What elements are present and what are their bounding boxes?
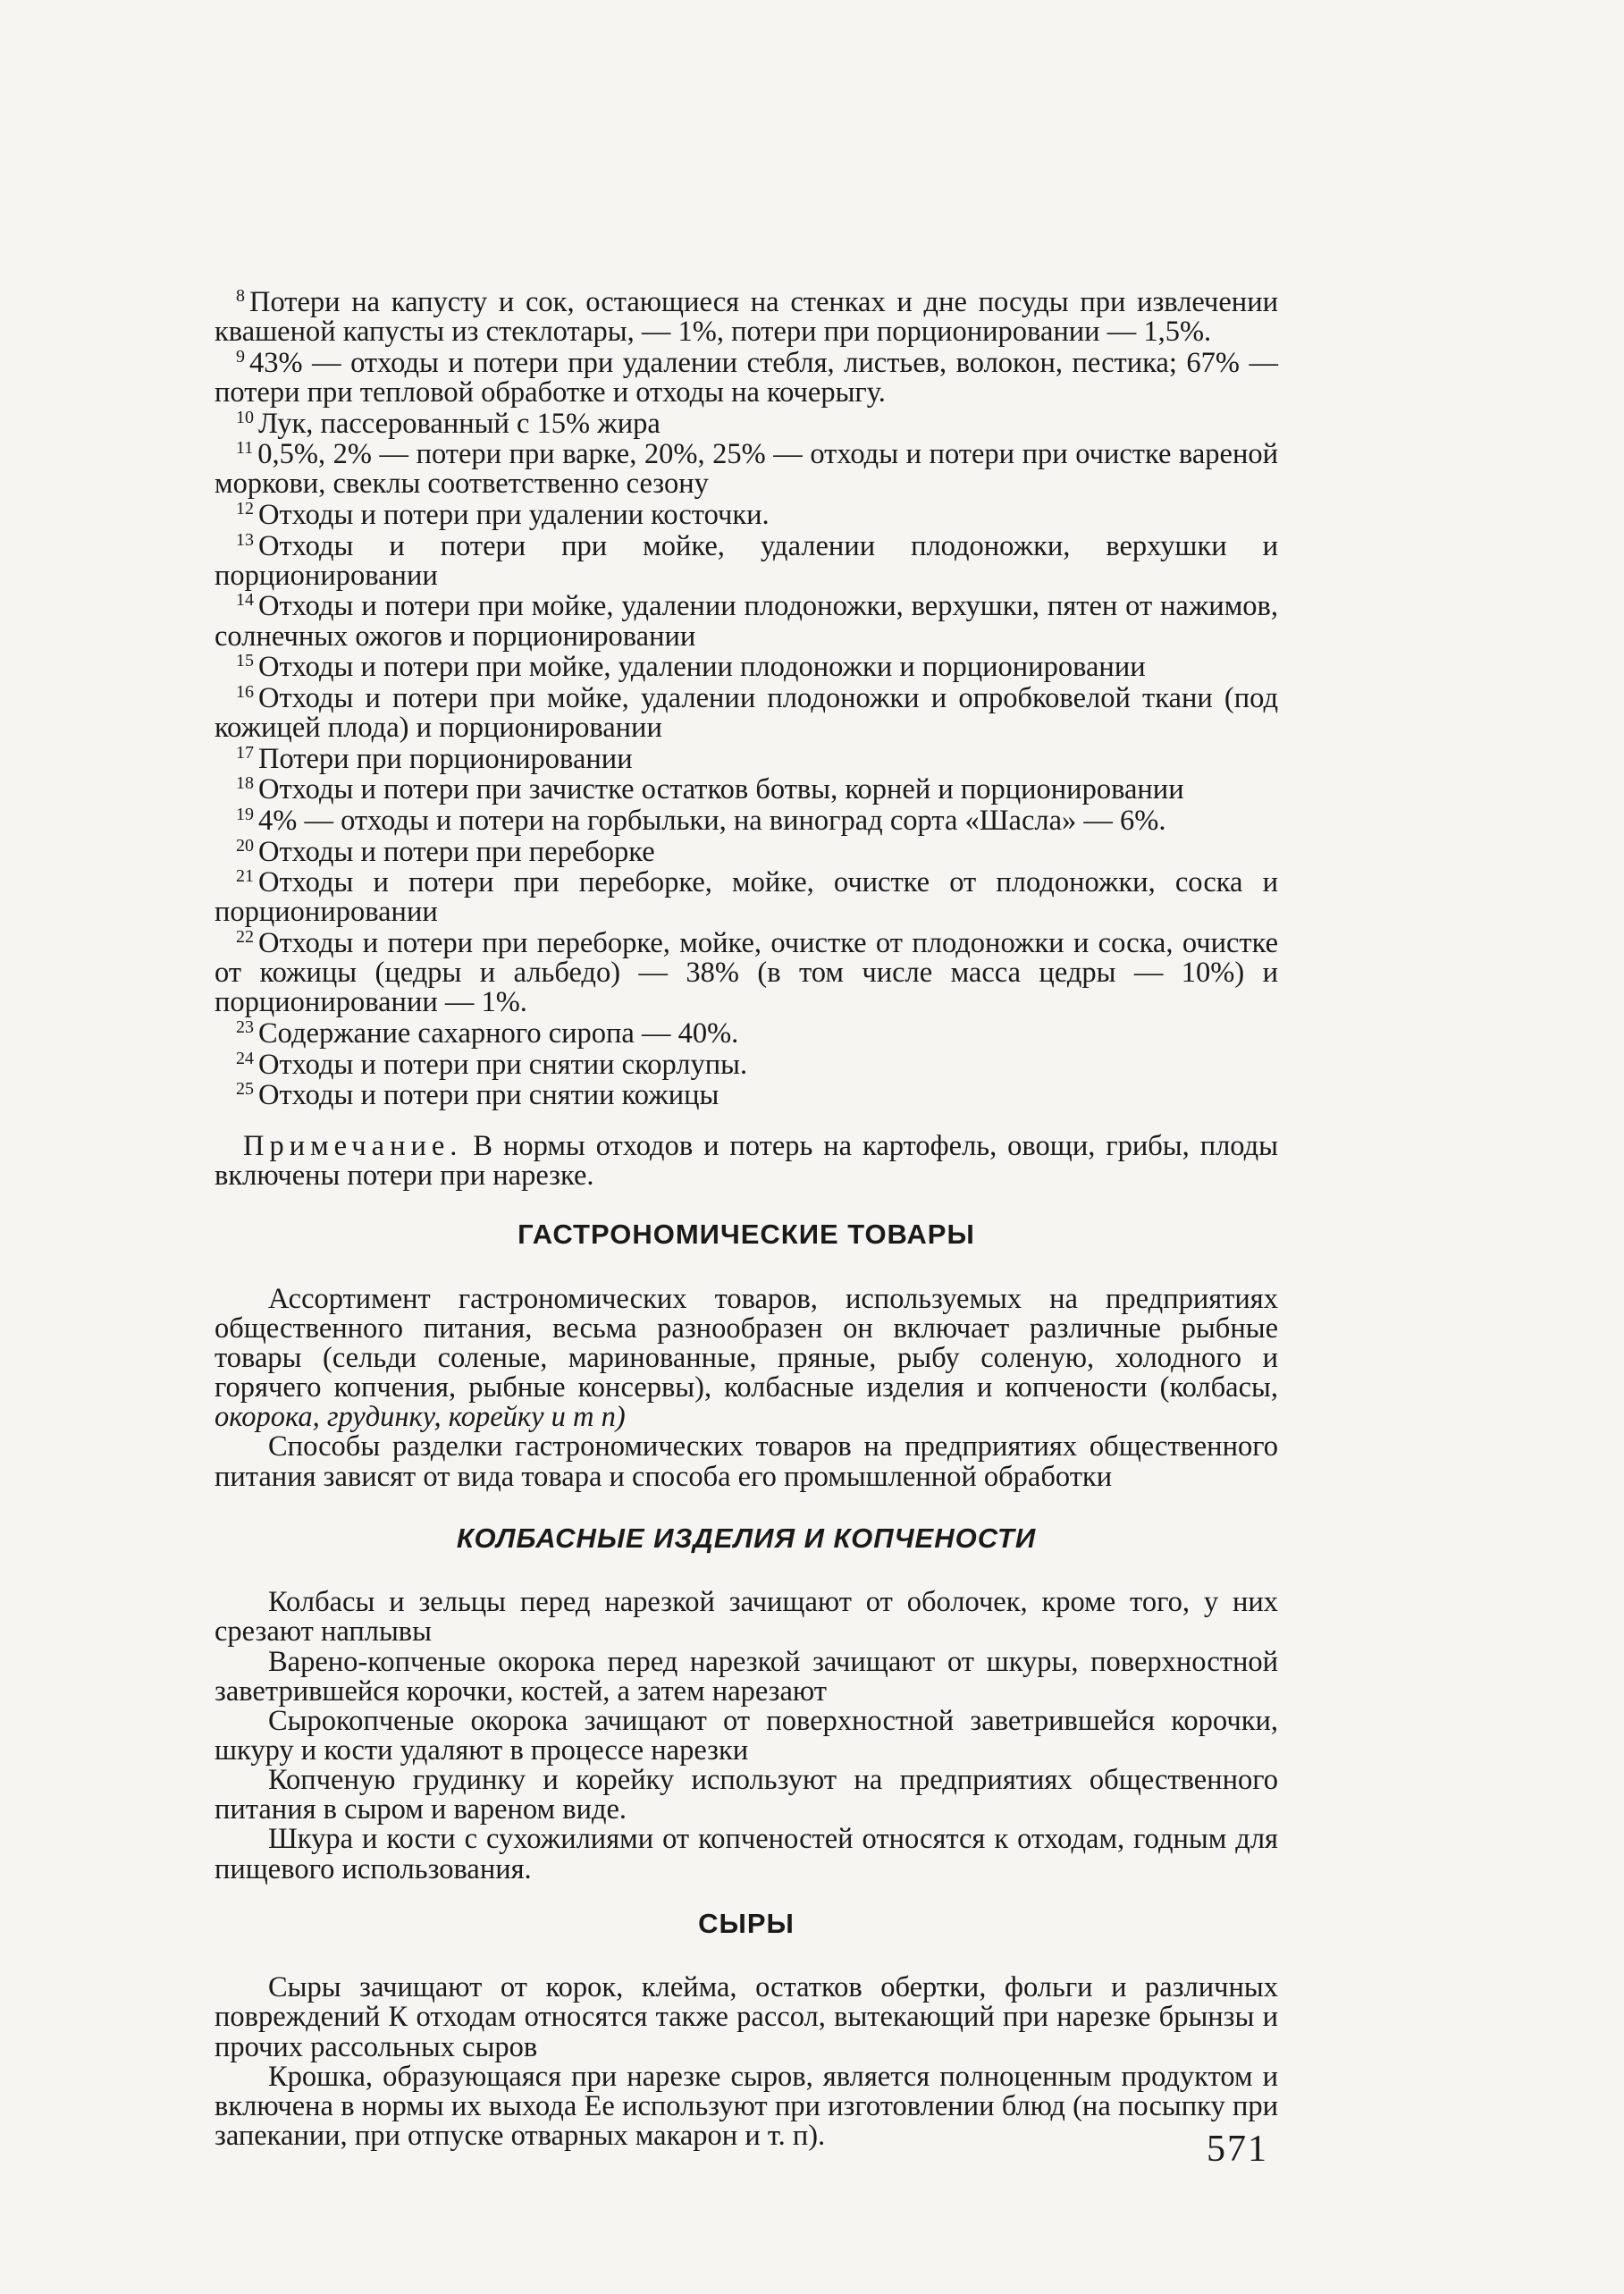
footnote-22: $^{22}$ Отходы и потери при переборке, мойке, очистке от плодоножки и соска, очистке от кожицы (цедры и альбедо) — 38% (в том числе масса цедры — 10%) и порционировании — 1%. (215, 926, 1278, 1019)
footnote-25: $^{25}$ Отходы и потери при снятии кожицы (236, 1079, 719, 1112)
footnote-21: $^{21}$ Отходы и потери при переборке, мойке, очистке от плодоножки, соска и порционировании (215, 866, 1278, 929)
note-text: В нормы отходов и потерь на картофель, овощи, грибы, плоды включены потери при нарезке. (215, 1130, 1278, 1193)
footnote-20: $^{20}$ Отходы и потери при переборке (236, 835, 655, 868)
sausage-paragraph-2: Варено-копченые окорока перед нарезкой зачищают от шкуры, поверхностной заветрившейся корочки, костей, а затем нарезают (215, 1645, 1278, 1708)
section-title-sausage: КОЛБАСНЫЕ ИЗДЕЛИЯ И КОПЧЕНОСТИ (456, 1522, 1037, 1554)
cheese-paragraph-2: Крошка, образующаяся при нарезке сыров, является полноценным продуктом и включена в нормы их выхода Ее используют при изготовлении блюд (на посыпку при запекании, при отпуске отварных макарон и т. п). (215, 2060, 1278, 2152)
sausage-paragraph-1: Колбасы и зельцы перед нарезкой зачищают от оболочек, кроме того, у них срезают наплывы (215, 1586, 1278, 1649)
note-paragraph (215, 1132, 1278, 1191)
footnote-9: $^9$ 43% — отходы и потери при удалении стебля, листьев, волокон, пестика; 67% — потери при тепловой обработке и отходы на кочерыгу. (215, 346, 1278, 409)
page-number: 571 (1207, 2129, 1268, 2170)
gastro-paragraph-2: Способы разделки гастрономических товаров на предприятиях общественного питания зависят от вида товара и способа его промышленной обработки (215, 1430, 1278, 1493)
footnote-23: $^{23}$ Содержание сахарного сиропа — 40%. (236, 1016, 739, 1050)
sausage-paragraph-4: Копченую грудинку и корейку используют на предприятиях общественного питания в сыром и вареном виде. (215, 1764, 1278, 1826)
section-title-cheese: СЫРЫ (698, 1907, 795, 1939)
footnote-16: $^{16}$ Отходы и потери при мойке, удалении плодоножки и опробковелой ткани (под кожицей плода) и порционировании (215, 681, 1278, 744)
page-content (215, 288, 1278, 2151)
note-label: Примечание. (243, 1130, 463, 1163)
footnote-12: $^{12}$ Отходы и потери при удалении косточки. (236, 498, 770, 531)
sausage-paragraph-3: Сырокопченые окорока зачищают от поверхностной заветрившейся корочки, шкуру и кости удаляют в процессе нарезки (215, 1704, 1278, 1767)
gastro-italic-list: окорока, грудинку, корейку и т п) (215, 1401, 626, 1434)
footnotes (215, 288, 1278, 1110)
footnote-24: $^{24}$ Отходы и потери при снятии скорлупы. (236, 1048, 748, 1081)
footnote-8: $^8$ Потери на капусту и сок, остающиеся на стенках и дне посуды при извлечении квашеной капусты из стеклотары, — 1%, потери при порционировании — 1,5%. (215, 286, 1278, 349)
footnote-18: $^{18}$ Отходы и потери при зачистке остатков ботвы, корней и порционировании (236, 773, 1184, 806)
footnote-10: $^{10}$ Лук, пассерованный с 15% жира (236, 407, 661, 440)
footnote-19: $^{19}$ 4% — отходы и потери на горбыльки, на виноград сорта «Шасла» — 6%. (236, 804, 1166, 837)
footnote-14: $^{14}$ Отходы и потери при мойке, удалении плодоножки, верхушки, пятен от нажимов, солнечных ожогов и порционировании (215, 590, 1278, 653)
footnote-11: $^{11}$ 0,5%, 2% — потери при варке, 20%, 25% — отходы и потери при очистке вареной моркови, свеклы соответственно сезону (215, 438, 1278, 501)
section-title-gastronomic: ГАСТРОНОМИЧЕСКИЕ ТОВАРЫ (517, 1219, 975, 1251)
sausage-paragraph-5: Шкура и кости с сухожилиями от копченостей относятся к отходам, годным для пищевого использования. (215, 1823, 1278, 1885)
gastro-paragraph-1: Ассортимент гастрономических товаров, используемых на предприятиях общественного питания, весьма разнообразен он включает различные рыбные товары (сельди соленые, маринованные, пряные, рыбу соленую, холодного и горячего копчения, рыбные консервы), колбасные изделия и копчености (колбасы, окорока, грудинку, корейку и т п) (215, 1282, 1278, 1434)
cheese-paragraph-1: Сыры зачищают от корок, клейма, остатков обертки, фольги и различных повреждений К отходам относятся также рассол, вытекающий при нарезке брынзы и прочих рассольных сыров (215, 1971, 1278, 2063)
footnote-15: $^{15}$ Отходы и потери при мойке, удалении плодоножки и порционировании (236, 651, 1146, 684)
footnote-17: $^{17}$ Потери при порционировании (236, 742, 633, 775)
footnote-13: $^{13}$ Отходы и потери при мойке, удалении плодоножки, верхушки и порционировании (215, 529, 1278, 592)
